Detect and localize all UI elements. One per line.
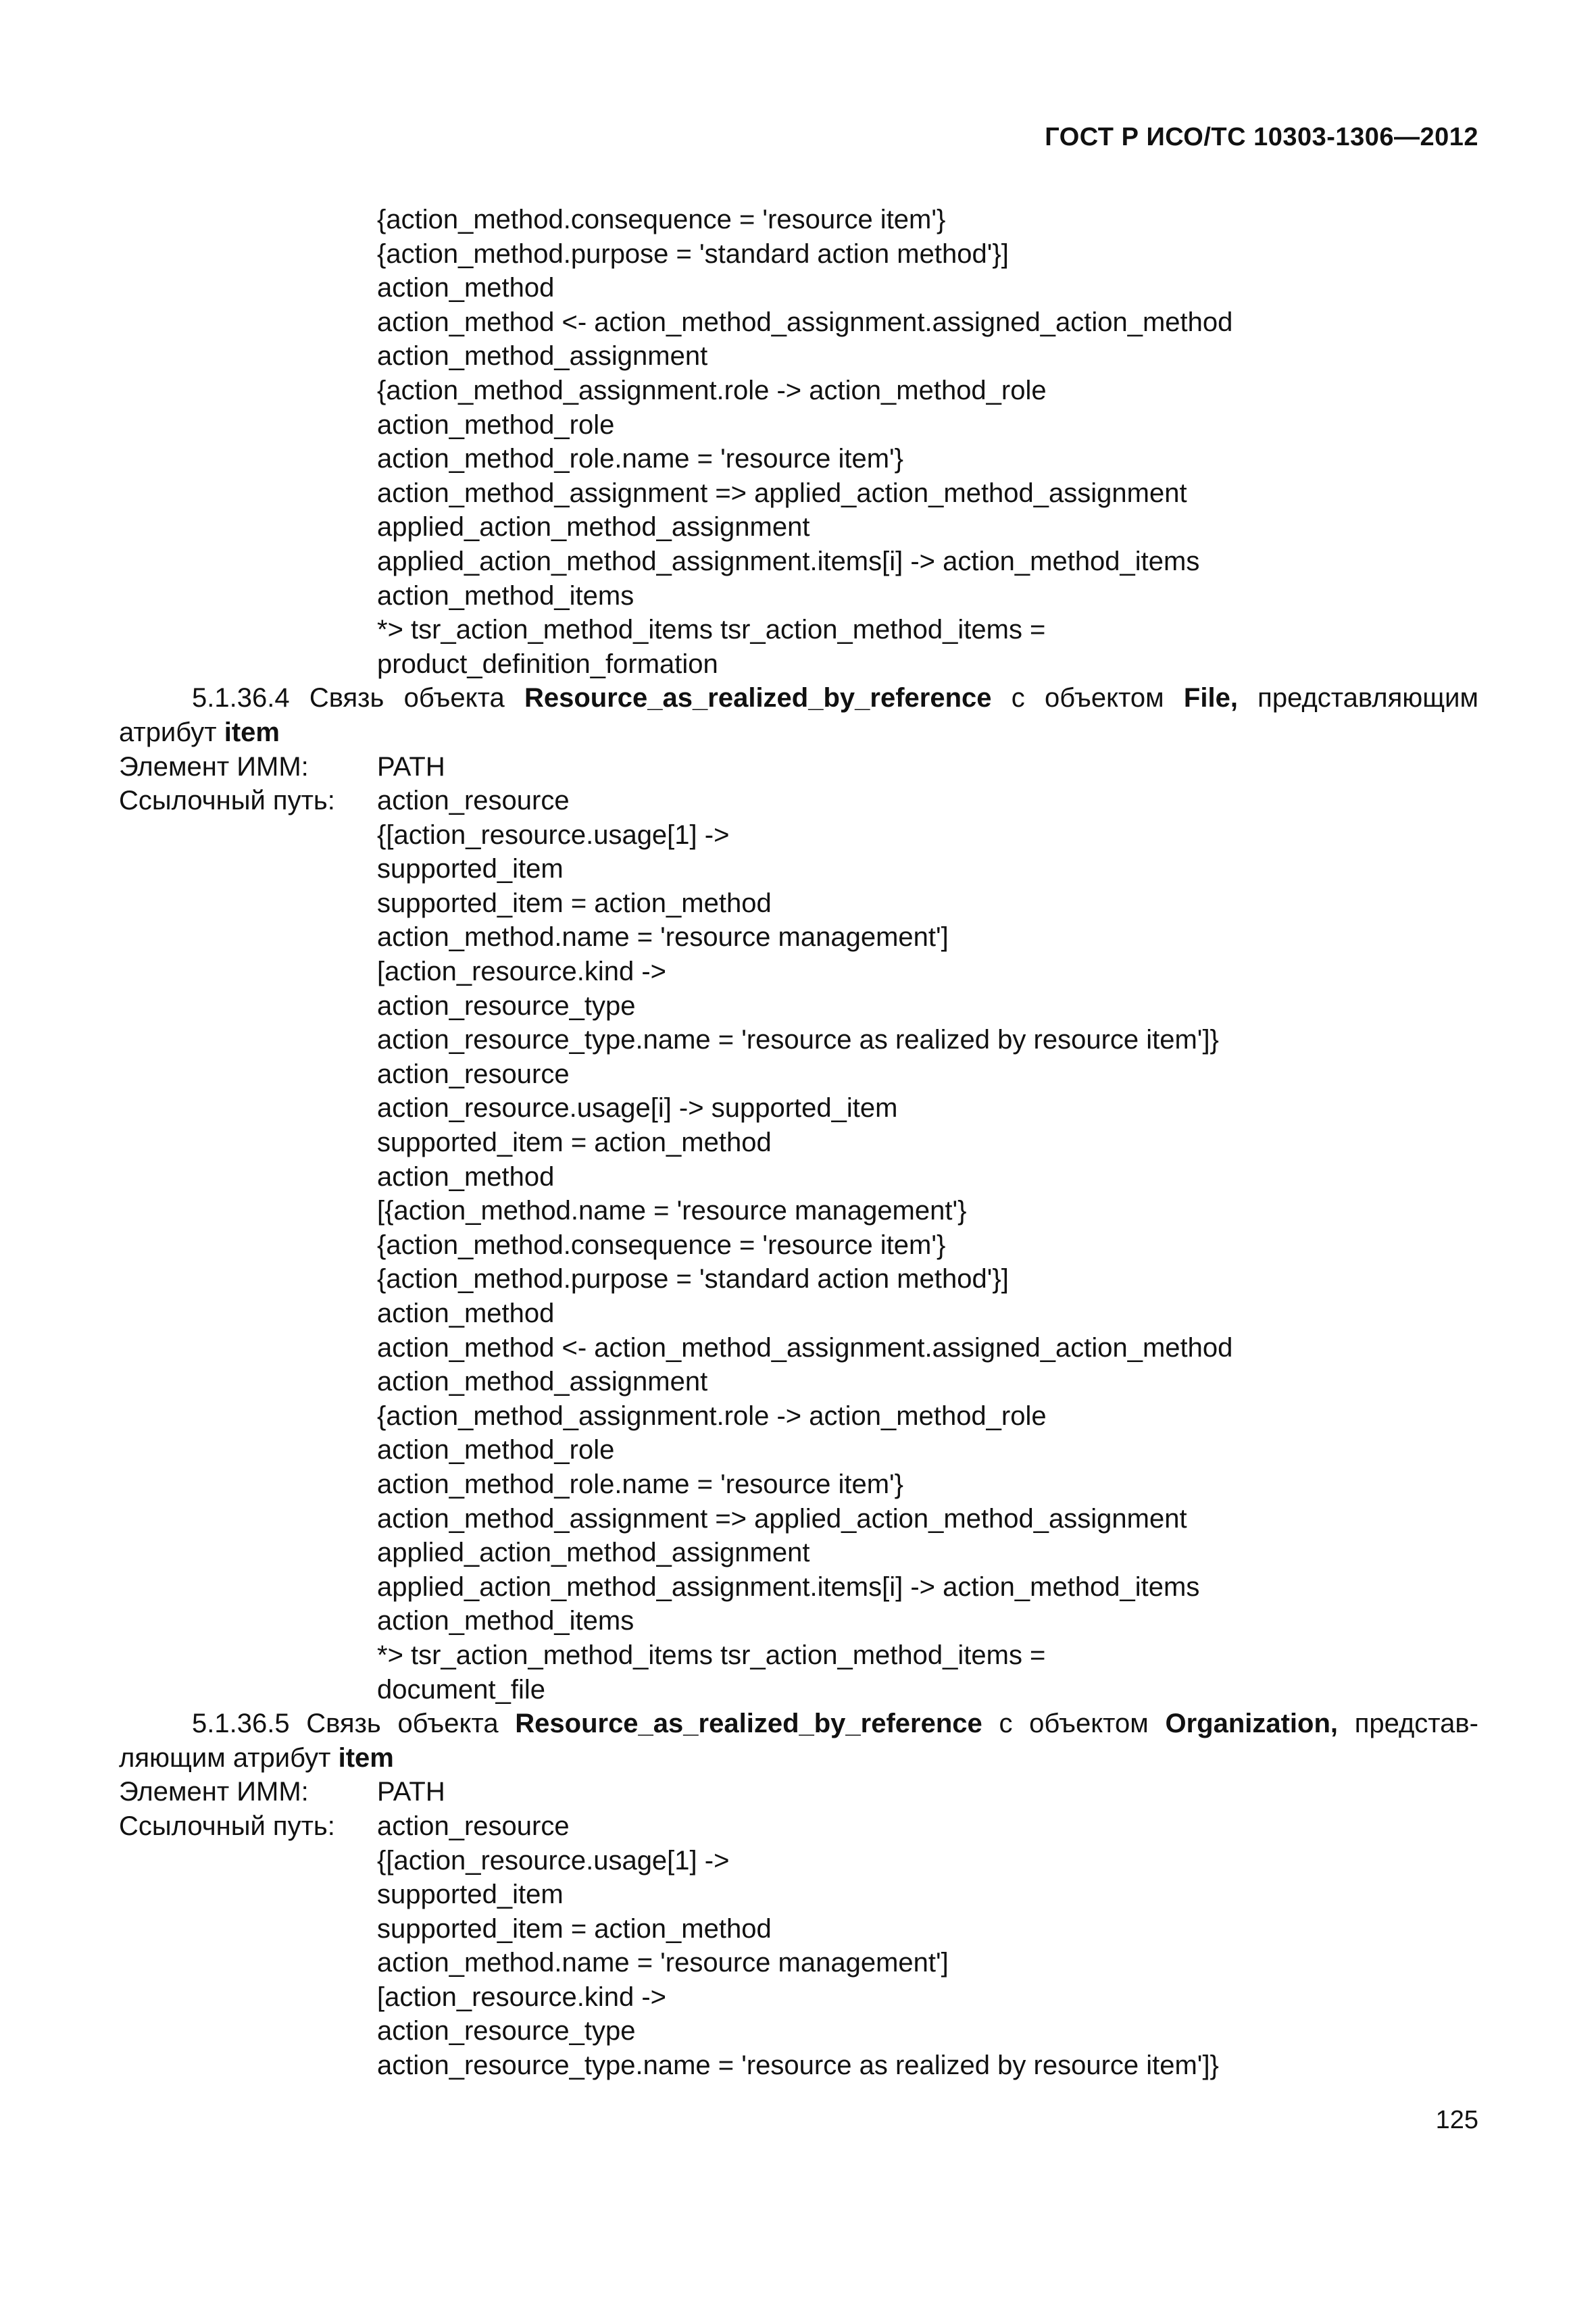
code-line: supported_item — [377, 854, 564, 884]
code-block-continued — [119, 203, 1478, 681]
element-value: PATH — [377, 1777, 445, 1807]
code-line: applied_action_method_assignment.items[i] -> action_method_items — [377, 546, 1200, 576]
code-line: supported_item = action_method — [377, 1913, 772, 1944]
code-line: applied_action_method_assignment — [377, 1538, 810, 1568]
code-line: supported_item = action_method — [377, 888, 772, 918]
code-line: {action_method.purpose = 'standard action method'}] — [377, 1264, 1009, 1294]
code-line: *> tsr_action_method_items tsr_action_method_items = — [377, 615, 1046, 645]
element-row — [119, 750, 1478, 784]
target-entity: Organization, — [1165, 1709, 1339, 1739]
page-number: 125 — [1435, 2106, 1478, 2134]
path-label: Ссылочный путь: — [119, 786, 335, 816]
code-line: action_resource_type.name = 'resource as realized by resource item']} — [377, 2051, 1219, 2081]
code-line: [action_resource.kind -> — [377, 1982, 667, 2012]
code-line: action_method_role.name = 'resource item'} — [377, 444, 904, 474]
entity-name: Resource_as_realized_by_reference — [524, 683, 992, 713]
path-row — [119, 784, 1478, 818]
code-line: action_method_role — [377, 1435, 615, 1465]
code-line: action_method.name = 'resource management'] — [377, 922, 949, 953]
code-line: action_method — [377, 273, 555, 303]
code-line: action_method_items — [377, 1606, 634, 1636]
path-first-line: action_resource — [377, 786, 570, 816]
code-line: action_resource_type.name = 'resource as realized by resource item']} — [377, 1025, 1219, 1055]
section-heading-5-1-36-5: 5.1.36.5 Связь объекта Resource_as_realized_by_reference с объектом Organization, представ-ляющим атрибут item — [119, 1709, 1478, 1773]
code-line: action_method_assignment => applied_action_method_assignment — [377, 1503, 1187, 1534]
code-line: action_method — [377, 1299, 555, 1328]
code-line: {[action_resource.usage[1] -> — [377, 820, 730, 850]
path-code-block — [119, 1844, 1478, 2083]
code-line: action_resource.usage[i] -> supported_item — [377, 1093, 898, 1124]
element-label: Элемент ИММ: — [119, 751, 309, 782]
code-line: action_resource_type — [377, 990, 636, 1021]
code-line: {action_method_assignment.role -> action_method_role — [377, 375, 1047, 405]
code-line: action_method_assignment => applied_action_method_assignment — [377, 478, 1187, 508]
code-line: action_method_role.name = 'resource item'} — [377, 1469, 904, 1499]
code-line: [{action_method.name = 'resource management'} — [377, 1196, 967, 1226]
document-header: ГОСТ Р ИСО/ТС 10303-1306—2012 — [1045, 123, 1478, 151]
code-line: supported_item — [377, 1880, 564, 1910]
path-label: Ссылочный путь: — [119, 1811, 335, 1841]
code-line: product_definition_formation — [377, 649, 718, 679]
entity-name: Resource_as_realized_by_reference — [515, 1709, 982, 1739]
section-number: 5.1.36.5 — [192, 1709, 290, 1739]
code-line: document_file — [377, 1674, 546, 1705]
element-row — [119, 1775, 1478, 1809]
code-line: action_method_role — [377, 409, 615, 440]
code-line: action_method_items — [377, 580, 634, 611]
code-line: *> tsr_action_method_items tsr_action_method_items = — [377, 1640, 1046, 1670]
code-line: action_method.name = 'resource management'] — [377, 1948, 949, 1978]
code-line: action_method_assignment — [377, 1367, 708, 1397]
code-line: {action_method_assignment.role -> action_method_role — [377, 1401, 1047, 1431]
attribute-name: item — [338, 1742, 394, 1773]
code-line: {action_method.purpose = 'standard action method'}] — [377, 238, 1009, 269]
code-line: action_resource — [377, 1059, 570, 1089]
code-line: applied_action_method_assignment — [377, 512, 810, 543]
attribute-name: item — [224, 717, 280, 747]
path-row — [119, 1809, 1478, 1844]
target-entity: File, — [1183, 683, 1238, 713]
code-line: {action_method.consequence = 'resource item'} — [377, 205, 946, 234]
page-content — [119, 203, 1478, 2083]
code-line: [action_resource.kind -> — [377, 957, 667, 987]
code-line: applied_action_method_assignment.items[i] -> action_method_items — [377, 1571, 1200, 1602]
element-value: PATH — [377, 751, 445, 782]
code-line: action_method <- action_method_assignment.assigned_action_method — [377, 307, 1233, 337]
code-line: {[action_resource.usage[1] -> — [377, 1845, 730, 1876]
code-line: action_method_assignment — [377, 341, 708, 372]
path-code-block — [119, 818, 1478, 1707]
code-line: action_method — [377, 1161, 555, 1192]
path-first-line: action_resource — [377, 1811, 570, 1841]
code-line: {action_method.consequence = 'resource item'} — [377, 1230, 946, 1260]
section-heading-5-1-36-4: 5.1.36.4 Связь объекта Resource_as_realized_by_reference с объектом File, представляющим атрибут item — [119, 683, 1478, 747]
section-number: 5.1.36.4 — [192, 683, 290, 713]
code-line: supported_item = action_method — [377, 1128, 772, 1158]
code-line: action_method <- action_method_assignment.assigned_action_method — [377, 1332, 1233, 1363]
code-line: action_resource_type — [377, 2016, 636, 2046]
element-label: Элемент ИММ: — [119, 1777, 309, 1807]
